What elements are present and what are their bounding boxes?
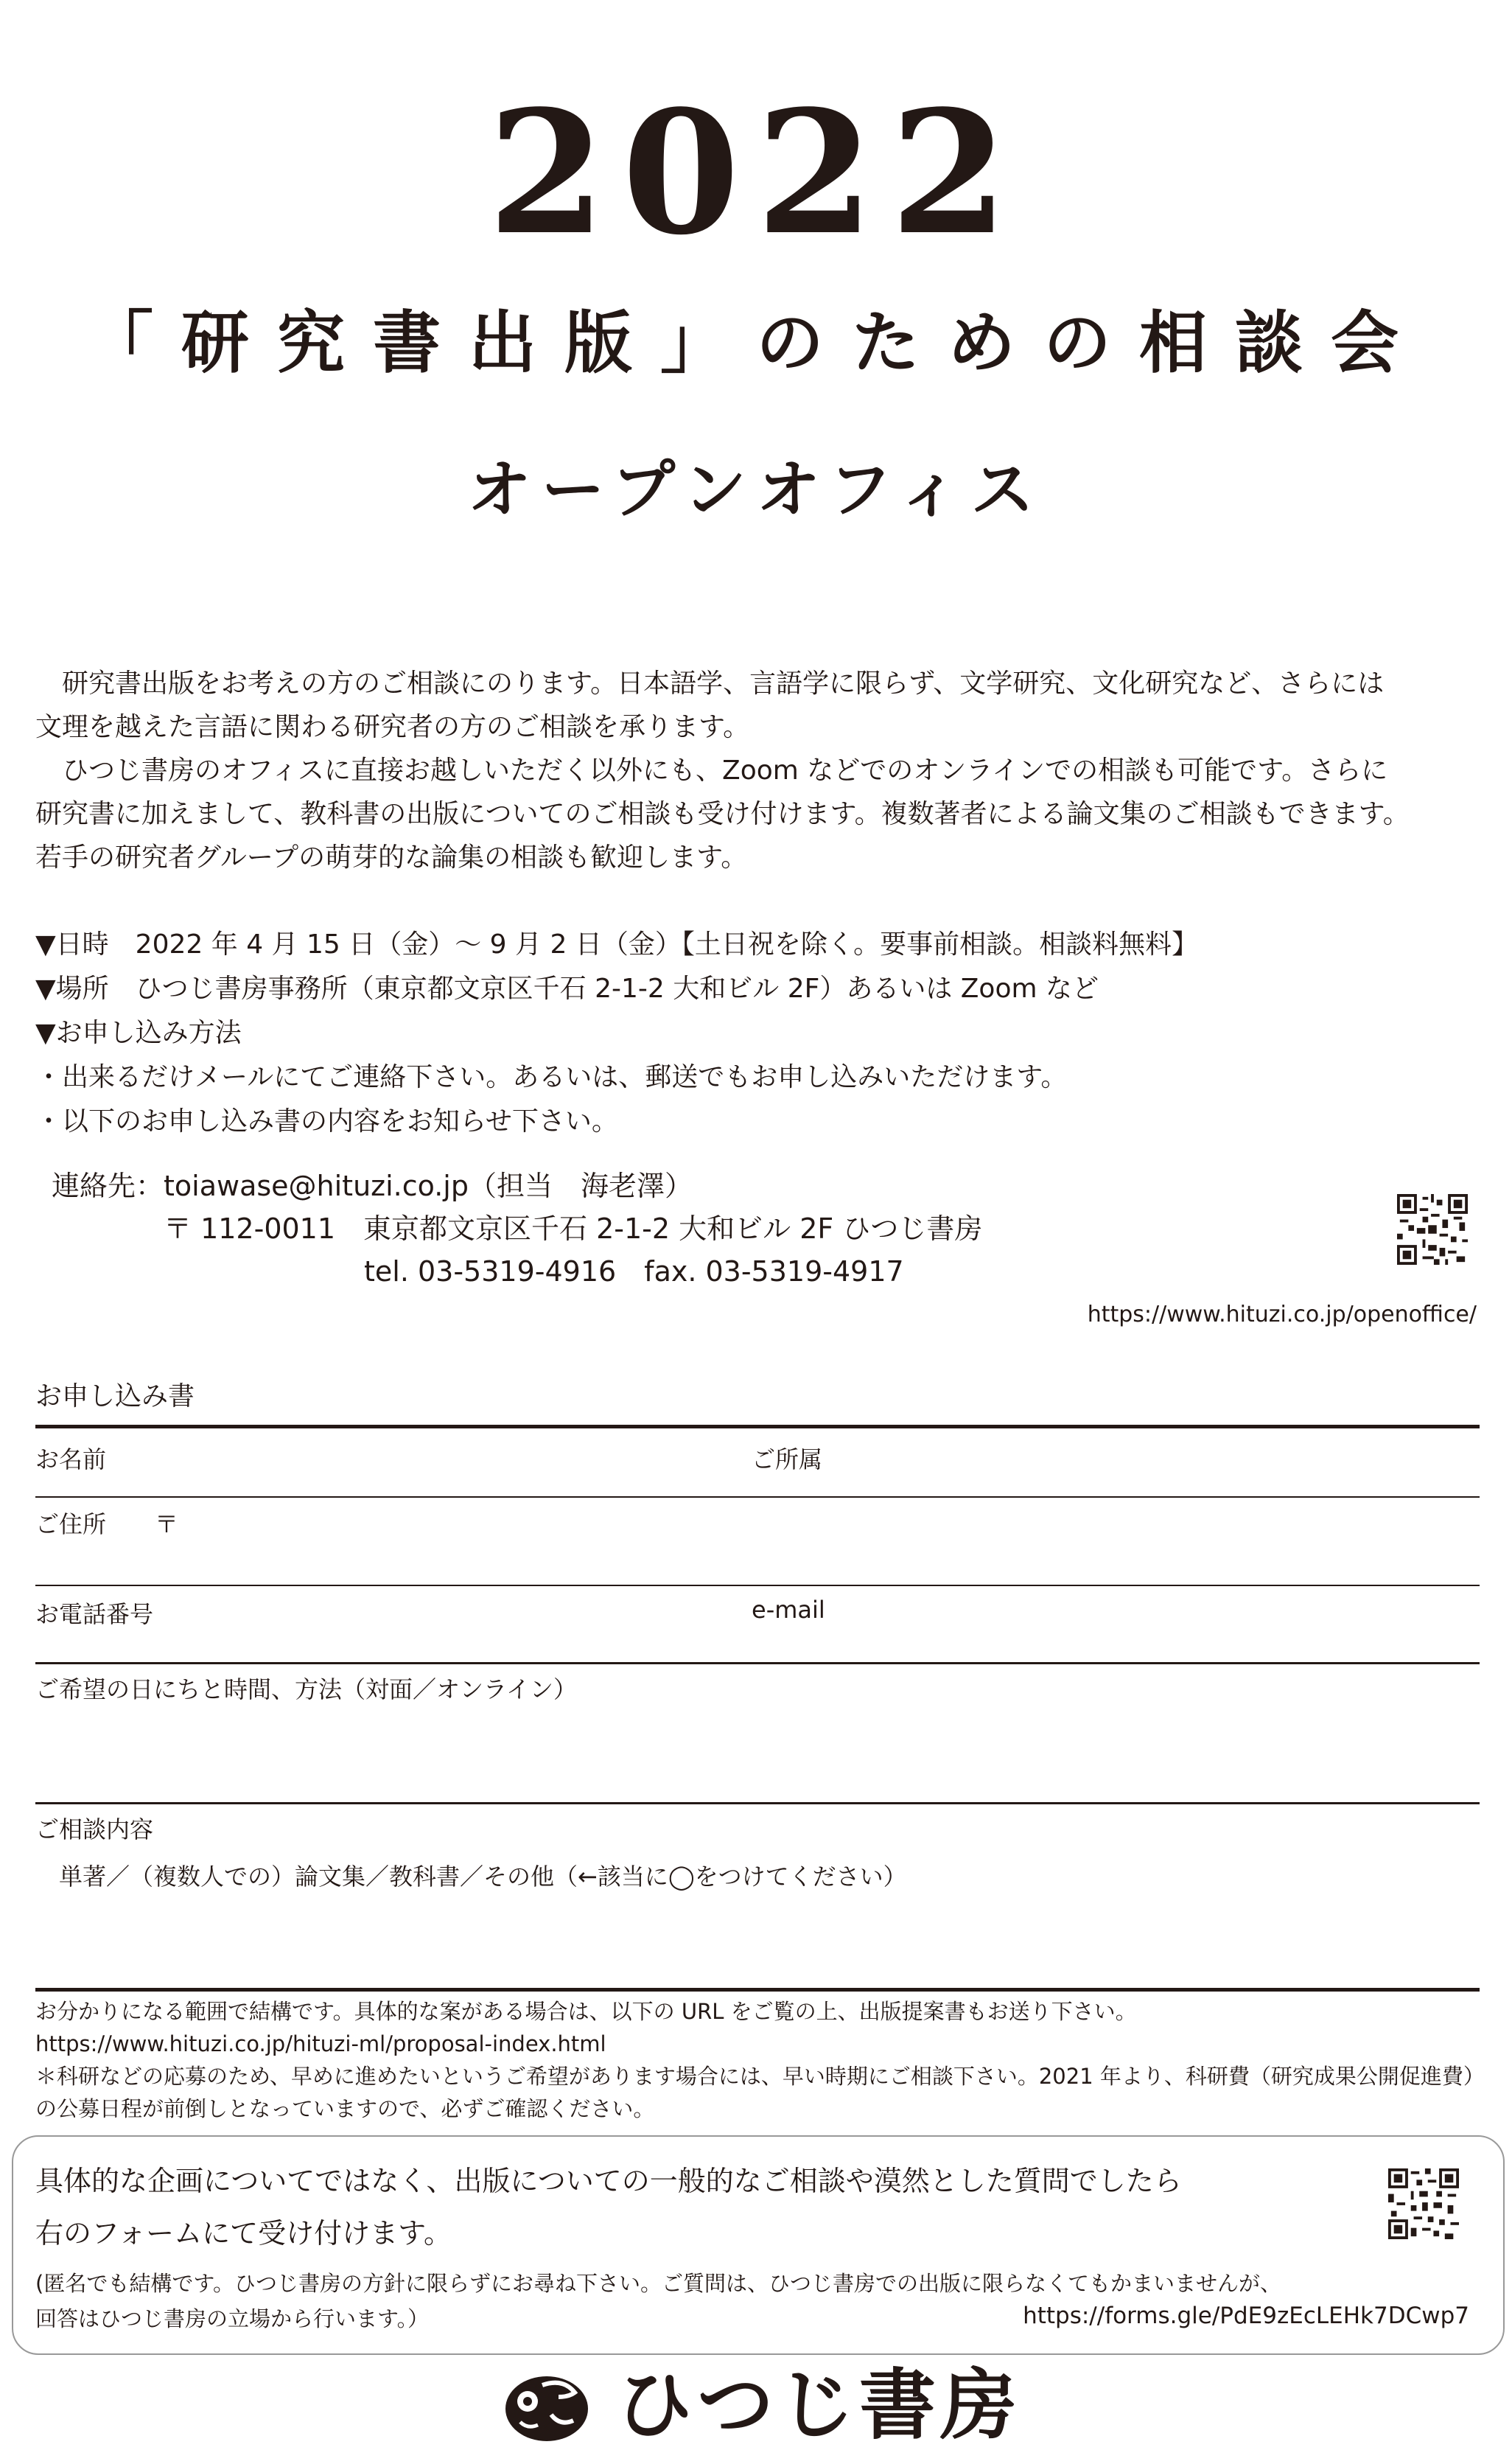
email-label: e-mail [752,1596,825,1624]
intro-line: 研究書出版をお考えの方のご相談にのります。日本語学、言語学に限らず、文学研究、文化研究など、さらには [35,669,1385,699]
postal-mark: 〒 [155,1510,179,1538]
contact-phone: tel. 03-5319-4916 fax. 03-5319-4917 [364,1255,904,1288]
publisher-logo-text: ひつじ書房 [616,2359,1022,2450]
note-line: お分かりになる範囲で結構です。具体的な案がある場合は、以下の URL をご覧の上、出版提案書もお送り下さい。 [35,1999,1137,2024]
place-line: ▼場所 ひつじ書房事務所（東京都文京区千石 2-1-2 大和ビル 2F）あるいは Zoom など [35,974,1099,1004]
intro-text [35,662,1480,879]
inquiry-note: 回答はひつじ書房の立場から行います。） [35,2306,430,2331]
intro-line: 文理を越えた言語に関わる研究者の方のご相談を承ります。 [35,712,750,742]
date-line: ▼日時 2022 年 4 月 15 日（金）～ 9 月 2 日（金）【土日祝を除く。要事前相談。相談料無料】 [35,929,1199,960]
form-bottom-rule [35,1988,1480,1992]
form-url[interactable]: https://forms.gle/PdE9zEcLEHk7DCwp7 [1023,2303,1469,2329]
phone-label: お電話番号 [35,1600,154,1628]
event-info [35,923,1480,1144]
method-heading: ▼お申し込み方法 [35,1018,242,1048]
affiliation-label: ご所属 [752,1445,823,1473]
name-label: お名前 [35,1445,107,1473]
event-title: 「研究書出版」のための相談会 [85,304,1427,383]
openoffice-url[interactable]: https://www.hituzi.co.jp/openoffice/ [1087,1302,1477,1327]
intro-line: 若手の研究者グループの萌芽的な論集の相談も歓迎します。 [35,842,748,873]
schedule-label: ご希望の日にちと時間、方法（対面／オンライン） [35,1675,578,1703]
year-title: 2022 [487,74,1025,273]
consult-options: 単著／（複数人での）論文集／教科書／その他（←該当に◯をつけてください） [59,1863,907,1891]
form-top-rule [35,1425,1480,1428]
note-line: の公募日程が前倒しとなっていますので、必ずご確認ください。 [35,2096,655,2121]
address-label: ご住所 [35,1510,107,1538]
inquiry-line: 右のフォームにて受け付けます。 [35,2217,452,2250]
contact-email: 連絡先：toiawase@hituzi.co.jp（担当 海老澤） [52,1170,693,1202]
qr-code-icon [1397,1194,1468,1265]
event-subtitle: オープンオフィス [467,453,1045,527]
divider [35,1585,1480,1586]
inquiry-note: (匿名でも結構です。ひつじ書房の方針に限らずにお尋ね下さい。ご質問は、ひつじ書房での出版に限らなくてもかまいませんが、 [35,2271,1281,2296]
intro-line: 研究書に加えまして、教科書の出版についてのご相談も受け付けます。複数著者による論文集のご相談もできます。 [35,799,1410,829]
method-item: ・以下のお申し込み書の内容をお知らせ下さい。 [35,1106,618,1137]
divider [35,1662,1480,1664]
divider [35,1802,1480,1804]
inquiry-line: 具体的な企画についてではなく、出版についての一般的なご相談や漠然とした質問でしたら [35,2165,1182,2197]
qr-code-icon [1388,2168,1459,2239]
sheep-logo-icon [498,2363,594,2447]
consult-label: ご相談内容 [35,1815,154,1843]
form-title: お申し込み書 [35,1381,195,1411]
intro-line: ひつじ書房のオフィスに直接お越しいただく以外にも、Zoom などでのオンラインでの相談も可能です。さらに [35,755,1388,786]
contact-address: 〒 112-0011 東京都文京区千石 2-1-2 大和ビル 2F ひつじ書房 [164,1212,983,1245]
note-line: ＊科研などの応募のため、早めに進めたいというご希望があります場合には、早い時期にご相談下さい。2021 年より、科研費（研究成果公開促進費） [35,2064,1485,2089]
divider [35,1496,1480,1498]
proposal-url[interactable]: https://www.hituzi.co.jp/hituzi-ml/proposal-index.html [35,2031,606,2056]
method-item: ・出来るだけメールにてご連絡下さい。あるいは、郵送でもお申し込みいただけます。 [35,1062,1068,1092]
notes [35,1995,1485,2125]
